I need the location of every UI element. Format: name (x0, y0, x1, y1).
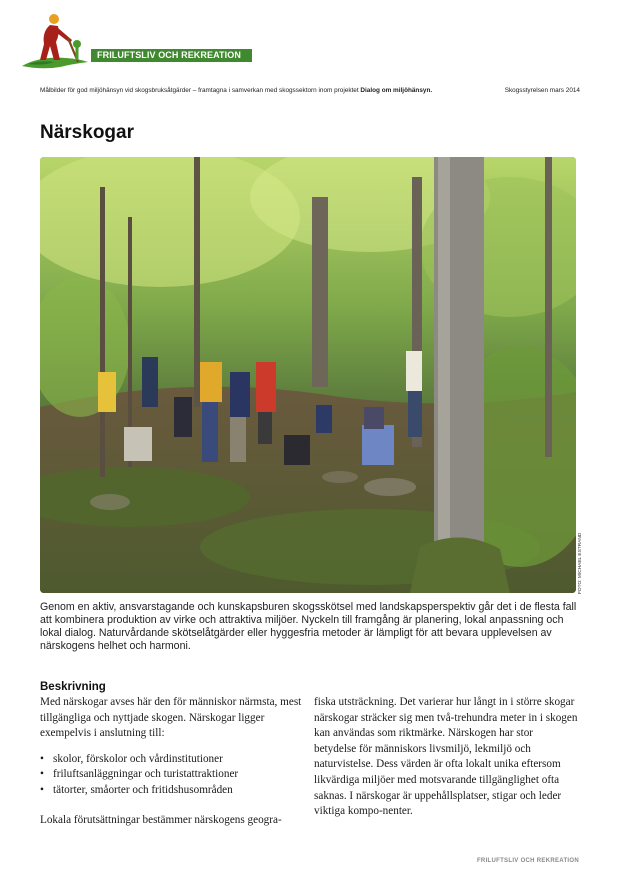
page-footer: FRILUFTSLIV OCH REKREATION (476, 858, 579, 864)
paragraph-intro: Med närskogar avses här den för människor närmsta, mest tillgängliga och nyttjade skogen. Närskogar ligger exempelvis i anslutning till: (40, 696, 302, 740)
publisher-date: Skogsstyrelsen mars 2014 (504, 87, 580, 94)
list-item: • tätorter, småorter och fritidshusområden (40, 783, 304, 799)
page-title: Närskogar (40, 122, 134, 143)
subline-text: Målbilder för god miljöhänsyn vid skogsbruksåtgärder – framtagna i samverkan med skogssektorn inom projektet (40, 87, 361, 94)
list-item: • friluftsanläggningar och turistattraktioner (40, 767, 304, 783)
bullet-list (40, 752, 304, 799)
section-heading: Beskrivning (40, 681, 106, 693)
paragraph-geography-cont: fiska utsträckning. Det varierar hur långt in i större skogar närskogar sträcker sig men två-trehundra meter in i skogen kan användas som riktmärke. Närskogen har stor betydelse för människors livsmiljö, lekmiljö och naturvistelse. Dess värden är ofta lokalt unika eftersom likvärdiga miljöer med motsvarande tillgänglighet ofta saknas. I närskogar är uppehållsplatser, stigar och leder viktiga kompo-nenter. (314, 696, 578, 818)
list-item: • skolor, förskolor och vårdinstitutioner (40, 752, 304, 768)
text-column-left (40, 695, 304, 828)
section-banner: FRILUFTSLIV OCH REKREATION (91, 49, 252, 62)
lead-paragraph: Genom en aktiv, ansvarstagande och kunskapsburen skogsskötsel med landskapsperspektiv går det i de flesta fall att kombinera produktion av virke och attraktiva miljöer. Nyckeln till framgång är planering, lokal anpassning och lokal dialog. Naturvårdande skötselåtgärder eller hyggesfria metoder är lämpligt för att bevara upplevelsen av närskogens helhet och harmoni. (40, 601, 577, 652)
paragraph-geography-start: Lokala förutsättningar bestämmer närskogens geogra- (40, 813, 282, 826)
friluftsliv-logo (20, 12, 90, 72)
forest-photo (40, 157, 576, 593)
subline-project-name: Dialog om miljöhänsyn. (360, 87, 433, 94)
text-column-right (314, 695, 578, 820)
photo-credit: FOTO: MICHAEL ESTRAND (578, 532, 583, 594)
document-subline (40, 87, 580, 94)
